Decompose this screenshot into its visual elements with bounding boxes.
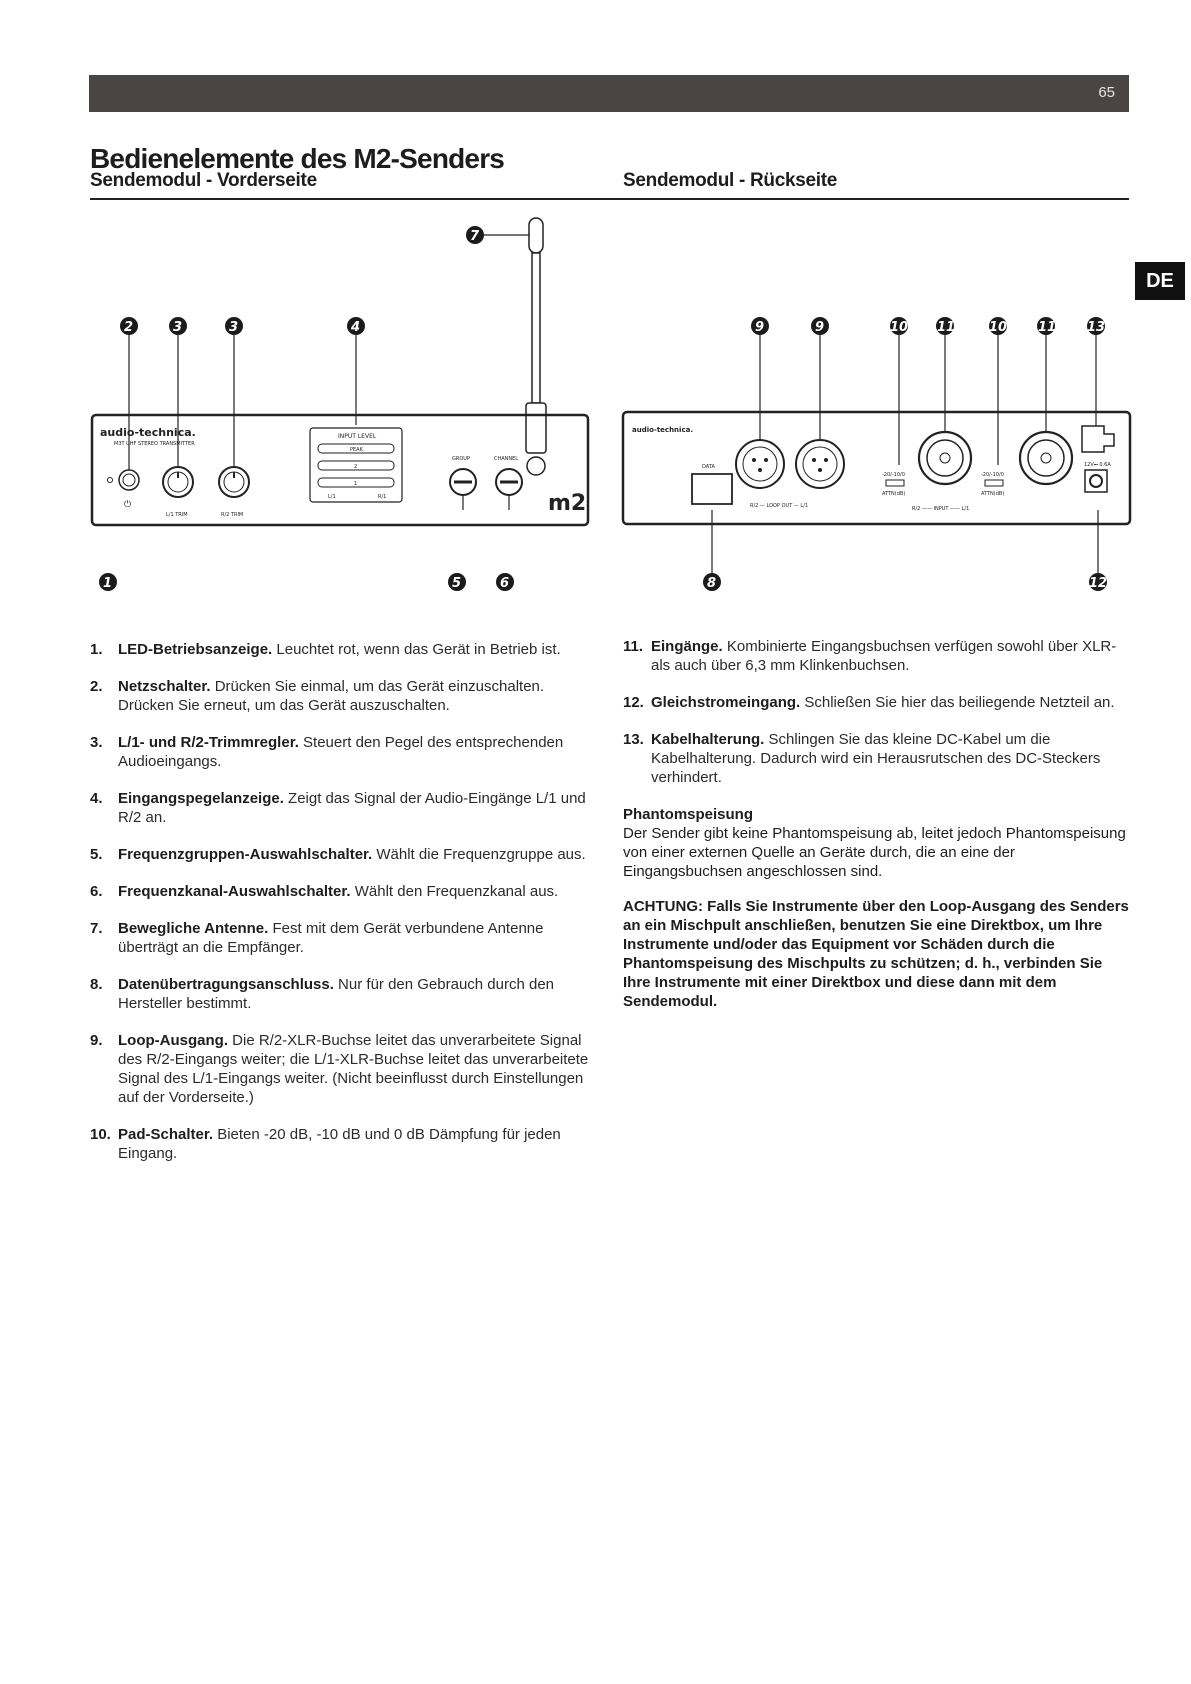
svg-text:1: 1 [103, 576, 113, 591]
callout-11a [936, 317, 955, 335]
attn-scale-r2: -20/-10/0 [882, 472, 905, 478]
callout-13 [1087, 317, 1105, 335]
callout-3a [169, 317, 187, 335]
data-port[interactable] [692, 474, 732, 504]
page-number: 65 [1098, 84, 1115, 101]
list-item: 4. Eingangspegelanzeige. Zeigt das Signal der Audio-Eingänge L/1 und R/2 an. [90, 790, 586, 826]
rear-panel-diagram [620, 210, 1135, 610]
dc-input[interactable] [1085, 470, 1107, 492]
model-line: M3T UHF STEREO TRANSMITTER [114, 441, 195, 447]
channel-label: CHANNEL [494, 456, 519, 462]
channel-selector[interactable] [496, 469, 522, 495]
callout-9a [751, 317, 769, 335]
warning-note: ACHTUNG: Falls Sie Instrumente über den Loop-Ausgang des Senders an ein Mischpult anschließen, benutzen Sie eine Direktbox, um Ihre Instrumente und/oder das Equipment vor Schäden durch die Phantomspeisung des Mischpults zu schützen; d. h., verbinden Sie Ihre Instrumente mit einer Direktbox und diese dann mit dem Sendemodul. [623, 898, 1129, 1010]
callout-1 [99, 573, 117, 591]
controls-list-right [623, 637, 1133, 805]
pad-switch-r2[interactable] [886, 480, 904, 486]
controls-list-left [90, 640, 595, 1181]
callout-2 [120, 317, 138, 335]
svg-text:3: 3 [173, 320, 183, 335]
loop-out-label: R/2 — LOOP OUT — L/1 [750, 503, 809, 509]
callout-6 [496, 573, 514, 591]
pad-switch-l1[interactable] [985, 480, 1003, 486]
list-item: 8. Datenübertragungsanschluss. Nur für den Gebrauch durch den Hersteller bestimmt. [90, 976, 555, 1012]
r2-trim-knob[interactable] [219, 467, 249, 497]
power-icon: ⏻ [124, 500, 132, 510]
l1-trim-knob[interactable] [163, 467, 193, 497]
svg-text:5: 5 [452, 576, 462, 591]
cable-hook [1082, 426, 1114, 452]
meter-2: 2 [354, 464, 358, 470]
svg-text:9: 9 [755, 320, 765, 335]
list-item: 11. Eingänge. Kombinierte Eingangsbuchsen verfügen sowohl über XLR- als auch über 6,3 mm Klinkenbuchsen. [623, 638, 1117, 674]
phantom-power-section [623, 805, 1133, 881]
dc-in-label: 12V⎓ 0.6A [1084, 462, 1111, 468]
group-label: GROUP [452, 456, 470, 462]
loop-out-l1[interactable] [796, 440, 844, 488]
svg-text:6: 6 [500, 576, 510, 591]
meter-l1: L/1 [328, 494, 336, 500]
power-led [108, 478, 113, 483]
input-level-label: INPUT LEVEL [338, 433, 377, 440]
list-item: 2. Netzschalter. Drücken Sie einmal, um das Gerät einzuschalten. Drücken Sie erneut, um das Gerät auszuschalten. [90, 678, 545, 714]
meter-peak: PEAK [350, 447, 363, 453]
r2-trim-label: R/2 TRIM [221, 512, 244, 518]
svg-text:7: 7 [470, 229, 480, 244]
callout-9b [811, 317, 829, 335]
callout-4 [347, 317, 365, 335]
front-panel-diagram [88, 210, 598, 610]
svg-text:4: 4 [351, 320, 361, 335]
callout-11b [1037, 317, 1056, 335]
callout-3b [225, 317, 243, 335]
callout-8 [703, 573, 721, 591]
language-tab[interactable]: DE [1135, 262, 1185, 300]
meter-1: 1 [354, 481, 358, 487]
list-item: 10. Pad-Schalter. Bieten -20 dB, -10 dB und 0 dB Dämpfung für jeden Eingang. [90, 1126, 561, 1162]
front-subtitle: Sendemodul - Vorderseite [90, 170, 317, 191]
list-item: 5. Frequenzgruppen-Auswahlschalter. Wählt die Frequenzgruppe aus. [90, 846, 586, 863]
list-item: 6. Frequenzkanal-Auswahlschalter. Wählt den Frequenzkanal aus. [90, 883, 559, 900]
svg-text:13: 13 [1087, 320, 1106, 335]
input-label: R/2 —— INPUT —— L/1 [912, 506, 970, 512]
page-title: Bedienelemente des M2-Senders [90, 143, 505, 174]
phantom-heading: Phantomspeisung [623, 806, 754, 823]
list-item: 1. LED-Betriebsanzeige. Leuchtet rot, wenn das Gerät in Betrieb ist. [90, 641, 561, 658]
list-item: 7. Bewegliche Antenne. Fest mit dem Gerät verbundene Antenne überträgt an die Empfänger. [90, 920, 544, 956]
m2-logo: m2 [548, 491, 587, 516]
list-item: 13. Kabelhalterung. Schlingen Sie das kleine DC-Kabel um die Kabelhalterung. Dadurch wird ein Herausrutschen des DC-Steckers verhindert. [623, 731, 1101, 786]
antenna [526, 218, 546, 475]
list-item: 3. L/1- und R/2-Trimmregler. Steuert den Pegel des entsprechenden Audioeingangs. [90, 734, 564, 770]
svg-text:9: 9 [815, 320, 825, 335]
svg-text:10: 10 [890, 320, 909, 335]
callout-7 [466, 226, 484, 244]
callout-10b [989, 317, 1007, 335]
svg-text:8: 8 [707, 576, 717, 591]
phantom-text: Der Sender gibt keine Phantomspeisung ab, leitet jedoch Phantomspeisung von einer externen Quelle an Geräte durch, die an eine der Eingangsbuchsen angeschlossen sind. [623, 825, 1126, 880]
svg-text:3: 3 [229, 320, 239, 335]
header-bar [89, 75, 1129, 112]
l1-trim-label: L/1 TRIM [166, 512, 188, 518]
input-combo-l1[interactable] [1020, 432, 1072, 484]
attn-label-r2: ATTN(dB) [882, 491, 906, 497]
list-item: 12. Gleichstromeingang. Schließen Sie hier das beiliegende Netzteil an. [623, 694, 1115, 711]
rear-subtitle: Sendemodul - Rückseite [623, 170, 838, 191]
rear-brand-logo: audio-technica. [632, 426, 693, 434]
svg-text:2: 2 [124, 320, 134, 335]
group-selector[interactable] [450, 469, 476, 495]
attn-scale-l1: -20/-10/0 [981, 472, 1004, 478]
attn-label-l1: ATTN(dB) [981, 491, 1005, 497]
callout-12 [1089, 573, 1107, 591]
input-combo-r2[interactable] [919, 432, 971, 484]
svg-text:12: 12 [1089, 576, 1108, 591]
meter-r1: R/1 [378, 494, 387, 500]
power-switch[interactable] [119, 470, 139, 490]
list-item: 9. Loop-Ausgang. Die R/2-XLR-Buchse leitet das unverarbeitete Signal des R/2-Eingangs weiter; die L/1-XLR-Buchse leitet das unverarbeitete Signal des L/1-Eingangs weiter. (Nicht beeinflusst durch Einstellungen auf der Vorderseite.) [90, 1032, 589, 1106]
svg-text:11: 11 [937, 320, 956, 335]
brand-logo: audio-technica. [100, 426, 196, 439]
loop-out-r2[interactable] [736, 440, 784, 488]
heading-rule [90, 198, 1129, 200]
svg-text:11: 11 [1038, 320, 1057, 335]
callout-10a [890, 317, 908, 335]
callout-5 [448, 573, 466, 591]
svg-text:10: 10 [989, 320, 1008, 335]
data-label: DATA [702, 464, 715, 470]
